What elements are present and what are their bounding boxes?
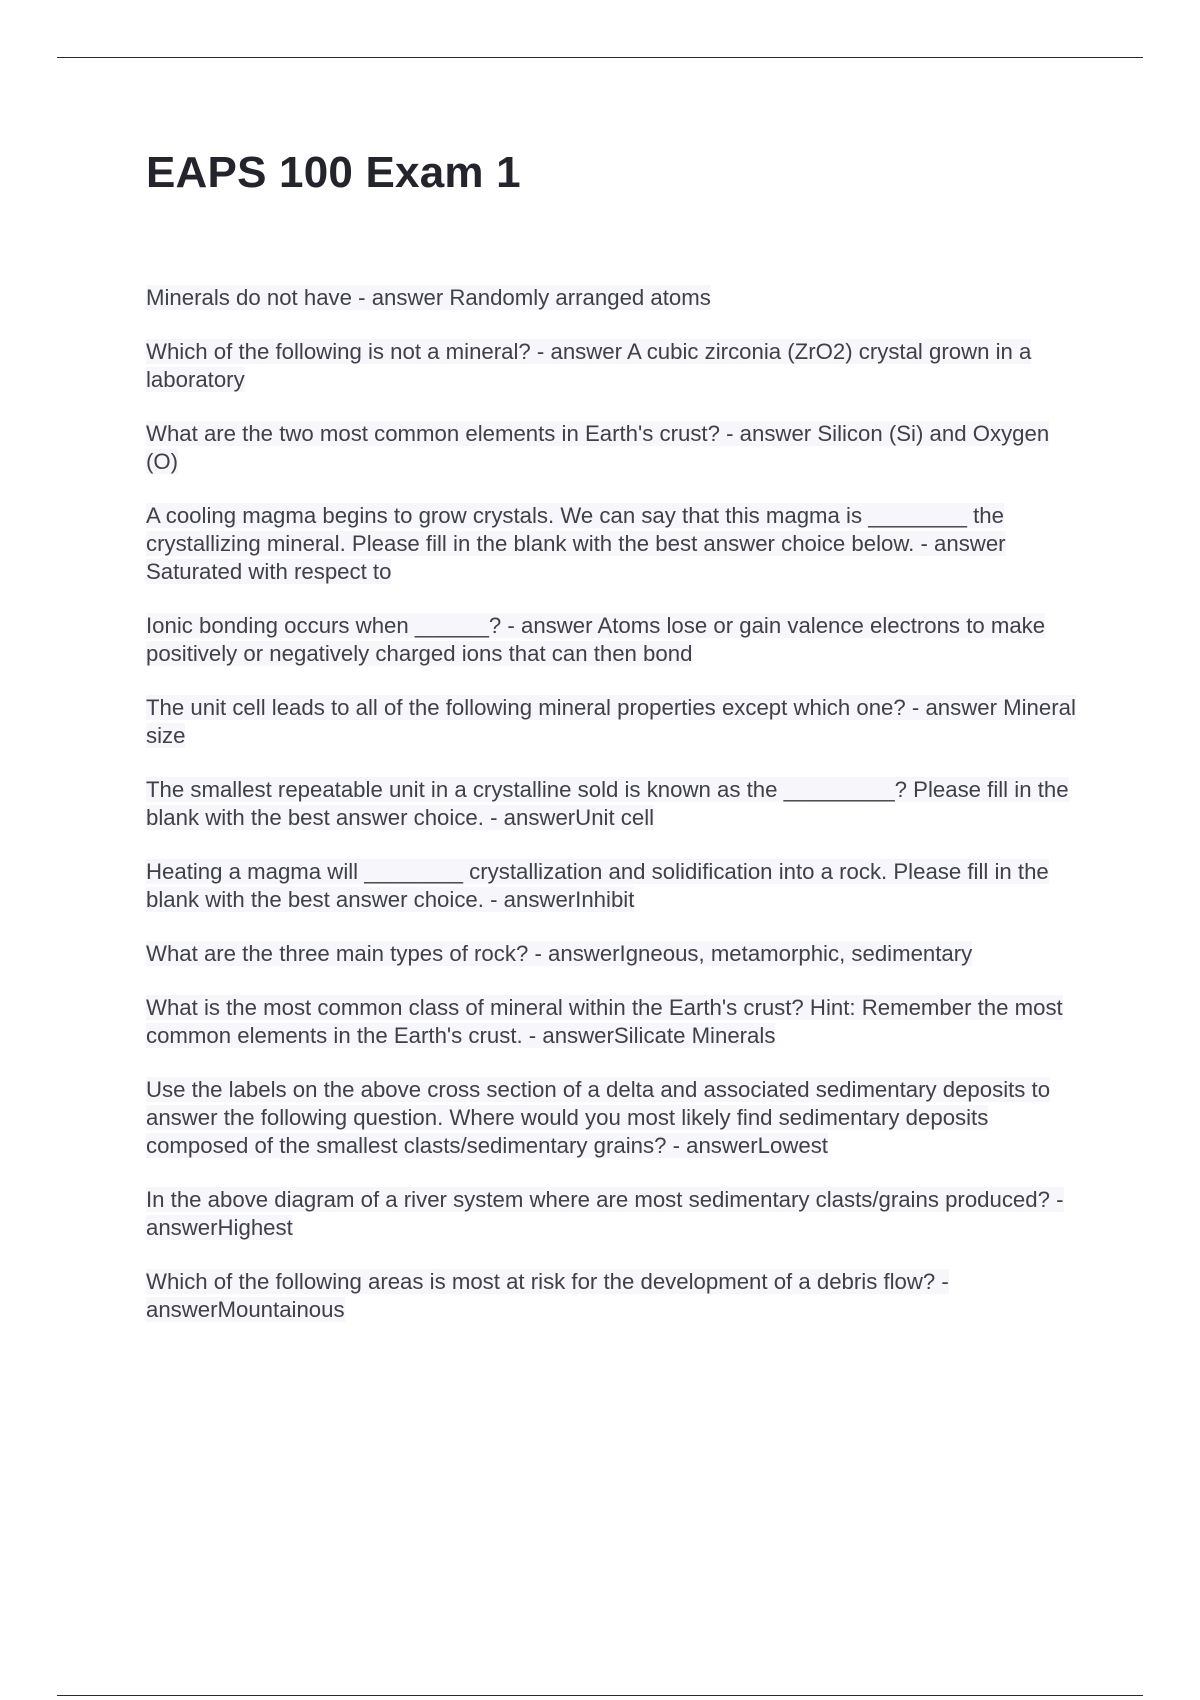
list-item — [146, 1268, 1086, 1324]
question-answer-text: The unit cell leads to all of the following mineral properties except which one? - answer Mineral size — [146, 695, 1076, 748]
question-answer-text: The smallest repeatable unit in a crystalline sold is known as the _________? Please fill in the blank with the best answer choice. - answerUnit cell — [146, 777, 1069, 830]
list-item — [146, 284, 1086, 312]
question-answer-text: Which of the following is not a mineral? - answer A cubic zirconia (ZrO2) crystal grown in a laboratory — [146, 339, 1032, 392]
question-answer-text: Use the labels on the above cross section of a delta and associated sedimentary deposits to answer the following question. Where would you most likely find sedimentary deposits composed of the smallest clasts/sedimentary grains? - answerLowest — [146, 1077, 1051, 1158]
question-answer-text: Which of the following areas is most at risk for the development of a debris flow? - answerMountainous — [146, 1269, 949, 1322]
question-answer-text: What are the two most common elements in Earth's crust? - answer Silicon (Si) and Oxygen (O) — [146, 421, 1050, 474]
list-item — [146, 612, 1086, 668]
list-item — [146, 420, 1086, 476]
question-answer-text: Minerals do not have - answer Randomly arranged atoms — [146, 285, 711, 310]
list-item — [146, 776, 1086, 832]
document-title: EAPS 100 Exam 1 — [146, 148, 521, 197]
question-answer-text: Heating a magma will ________ crystallization and solidification into a rock. Please fill in the blank with the best answer choice. - answerInhibit — [146, 859, 1049, 912]
bottom-rule — [57, 1695, 1143, 1696]
list-item — [146, 994, 1086, 1050]
list-item — [146, 940, 1086, 968]
list-item — [146, 1076, 1086, 1160]
list-item — [146, 338, 1086, 394]
question-answer-text: What are the three main types of rock? - answerIgneous, metamorphic, sedimentary — [146, 941, 973, 966]
question-answer-text: In the above diagram of a river system where are most sedimentary clasts/grains produced? - answerHighest — [146, 1187, 1064, 1240]
top-rule — [57, 57, 1143, 58]
list-item — [146, 694, 1086, 750]
question-answer-text: What is the most common class of mineral within the Earth's crust? Hint: Remember the most common elements in the Earth's crust. - answerSilicate Minerals — [146, 995, 1063, 1048]
question-answer-list — [146, 284, 1086, 1350]
list-item — [146, 858, 1086, 914]
question-answer-text: Ionic bonding occurs when ______? - answer Atoms lose or gain valence electrons to make positively or negatively charged ions that can then bond — [146, 613, 1046, 666]
list-item — [146, 502, 1086, 586]
list-item — [146, 1186, 1086, 1242]
question-answer-text: A cooling magma begins to grow crystals. We can say that this magma is ________ the crystallizing mineral. Please fill in the blank with the best answer choice below. - answer Saturated with respect to — [146, 503, 1006, 584]
